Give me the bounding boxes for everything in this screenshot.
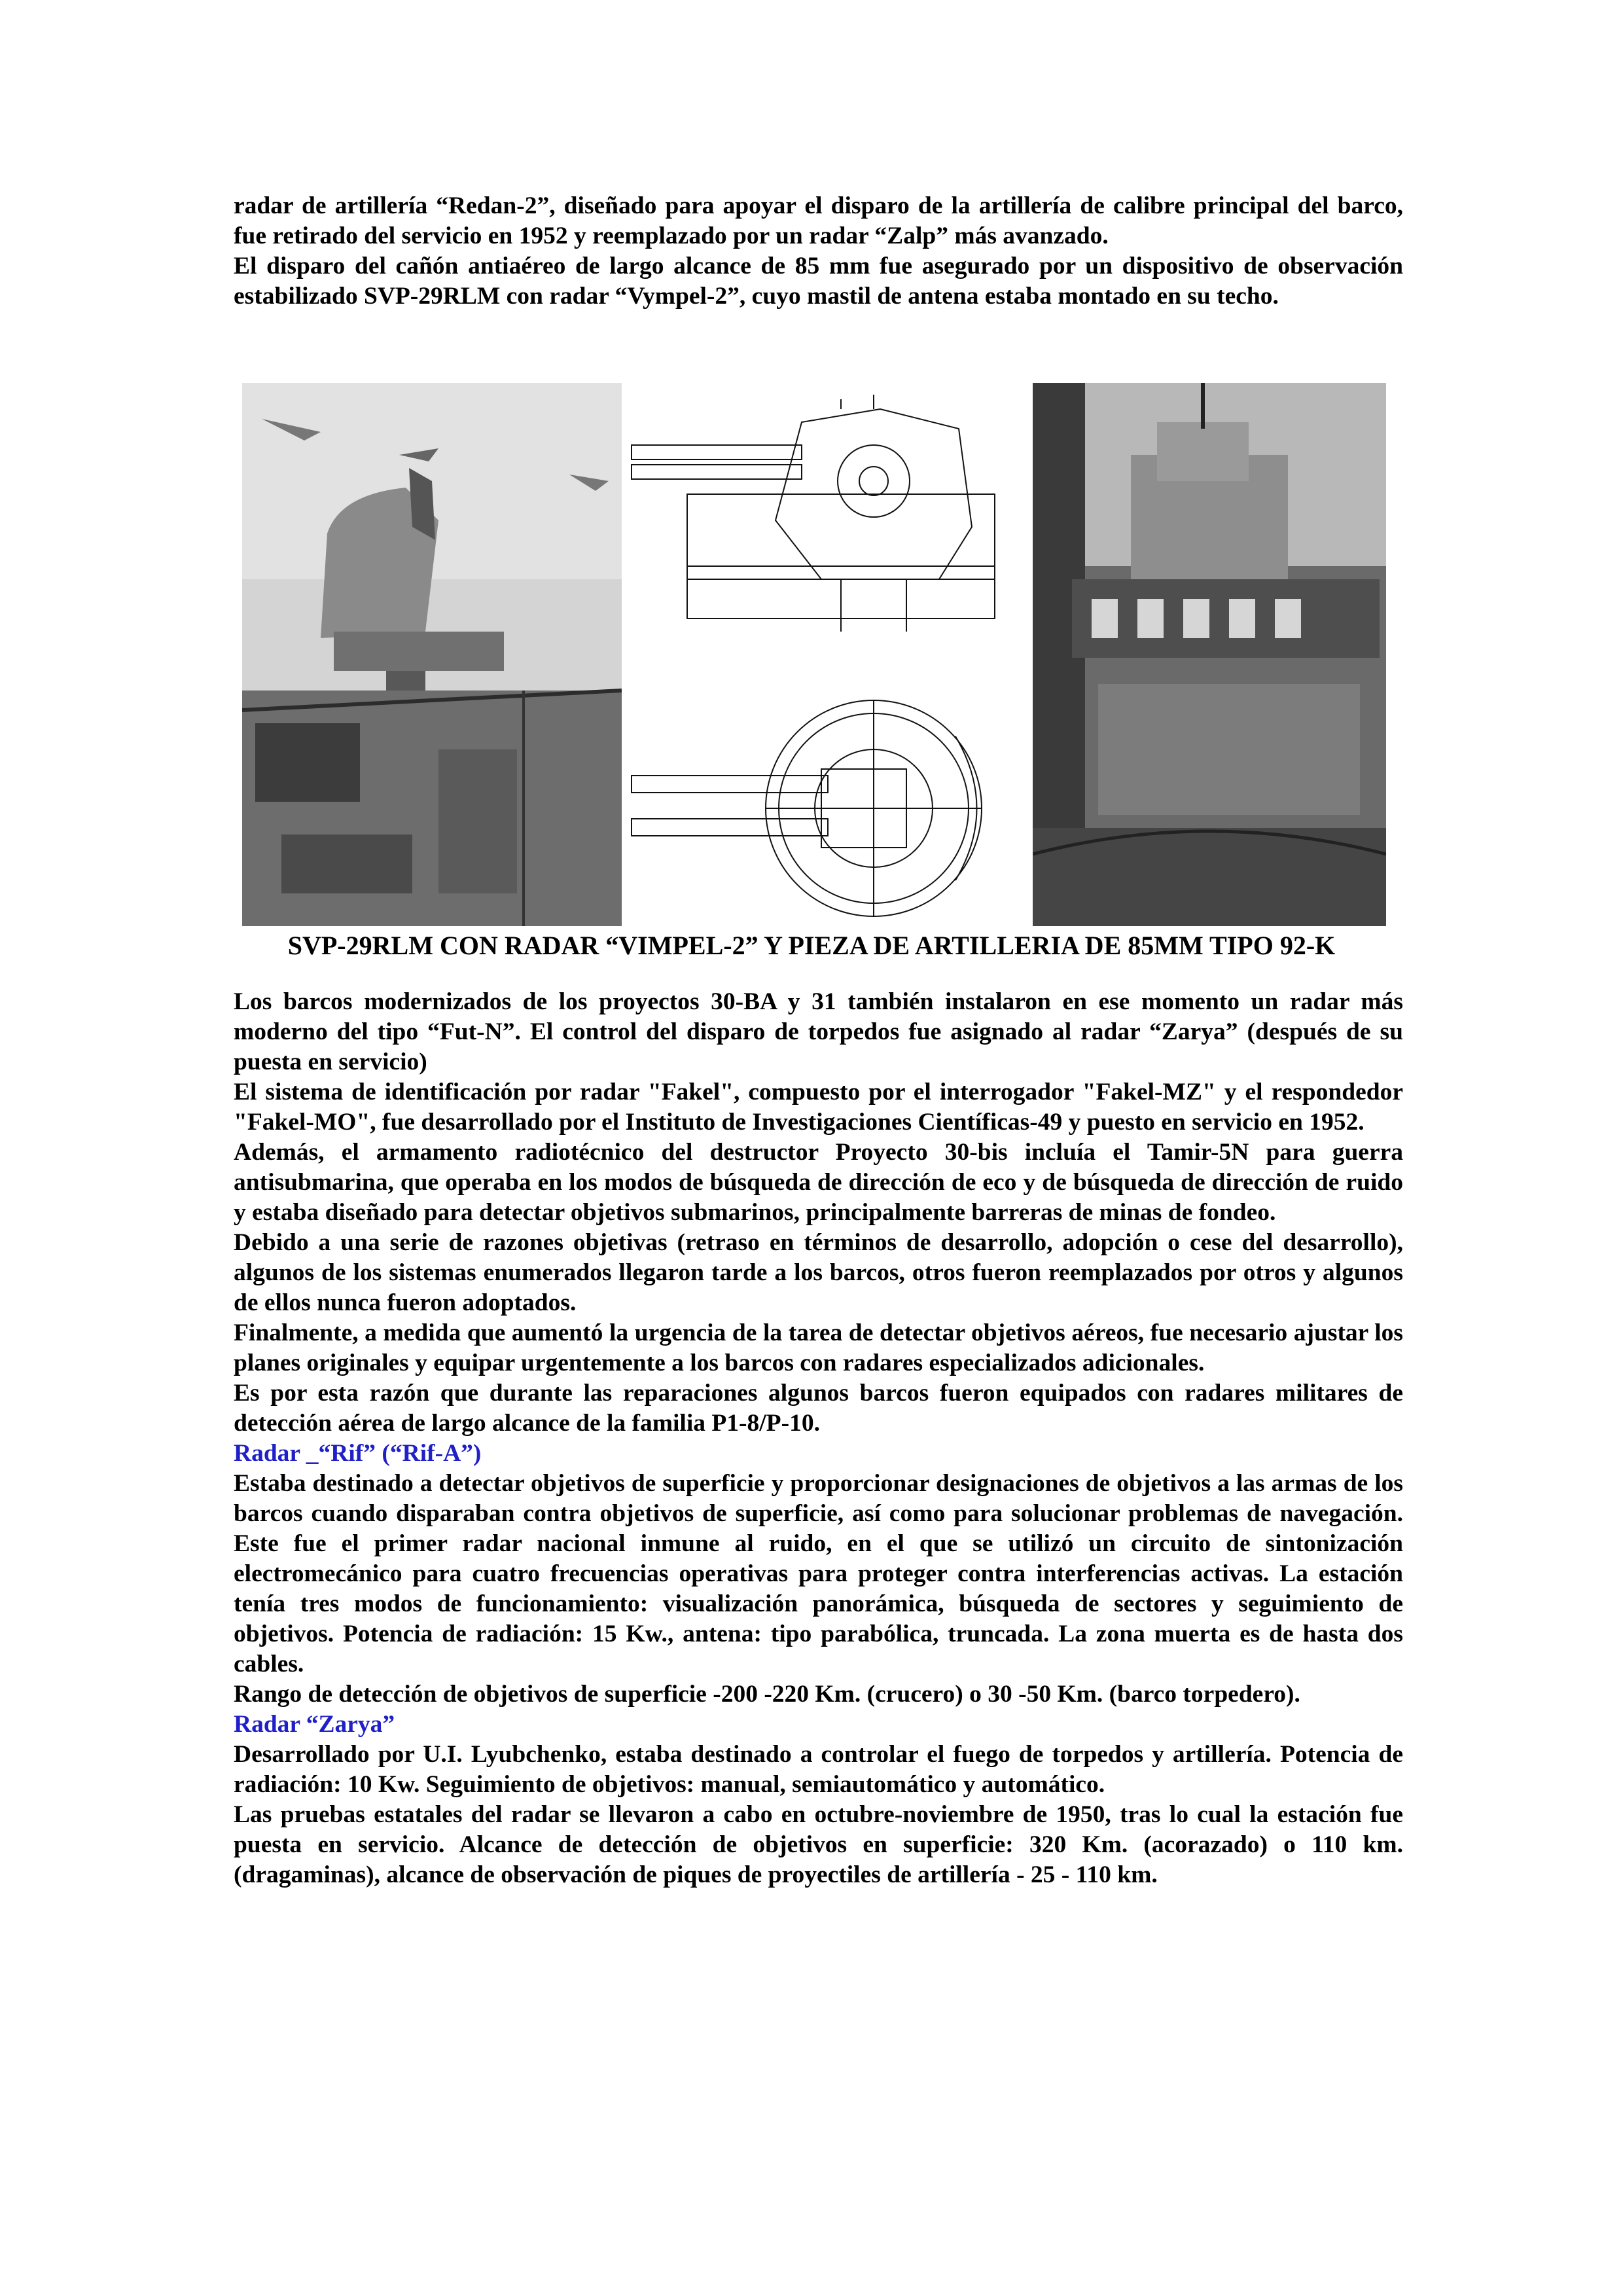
intro-paragraph: El disparo del cañón antiaéreo de largo alcance de 85 mm fue asegurado por un dispositivo de observación estabilizado SVP-29RLM con radar “Vympel-2”, cuyo mastil de antena estaba montado en su techo. bbox=[234, 253, 1403, 310]
ship-director-photo bbox=[242, 383, 622, 926]
body-paragraph: Debido a una serie de razones objetivas (retraso en términos de desarrollo, adopción o cese del desarrollo), algunos de los sistemas enumerados llegaron tarde a los barcos, otros fueron reemplazados por otros y algunos de ellos nunca fueron adoptados. bbox=[234, 1229, 1403, 1316]
body-paragraph: El sistema de identificación por radar "Fakel", compuesto por el interrogador "Fakel-MZ" y el respondedor "Fakel-MO", fue desarrollado por el Instituto de Investigaciones Científicas-49 y puesto en servicio en 1952. bbox=[234, 1079, 1403, 1136]
intro-paragraph: radar de artillería “Redan-2”, diseñado para apoyar el disparo de la artillería de calibre principal del barco, fue retirado del servicio en 1952 y reemplazado por un radar “Zalp” más avanzado. bbox=[234, 192, 1403, 249]
body-paragraph: Estaba destinado a detectar objetivos de superficie y proporcionar designaciones de objetivos a las armas de los barcos cuando disparaban contra objetivos de superficie, así como para solucionar problemas de navegación. Este fue el primer radar nacional inmune al ruido, en el que se utilizó un circuito de sintonización electromecánico para cuatro frecuencias operativas para proteger contra interferencias activas. La estación tenía tres modos de funcionamiento: visualización panorámica, búsqueda de sectores y seguimiento de objetivos. Potencia de radiación: 15 Kw., antena: tipo parabólica, truncada. La zona muerta es de hasta dos cables. bbox=[234, 1470, 1403, 1677]
body-paragraph: Desarrollado por U.I. Lyubchenko, estaba destinado a controlar el fuego de torpedos y artillería. Potencia de radiación: 10 Kw. Seguimiento de objetivos: manual, semiautomático y automático. bbox=[234, 1741, 1403, 1798]
body-paragraph: Finalmente, a medida que aumentó la urgencia de la tarea de detectar objetivos aéreos, fue necesario ajustar los planes originales y equipar urgentemente a los barcos con radares especializados adicionales. bbox=[234, 1319, 1403, 1376]
figure-caption: SVP-29RLM CON RADAR “VIMPEL-2” Y PIEZA DE ARTILLERIA DE 85MM TIPO 92-K bbox=[287, 931, 1336, 960]
section-heading-zarya: Radar “Zarya” bbox=[234, 1711, 395, 1738]
body-paragraph: Las pruebas estatales del radar se llevaron a cabo en octubre-noviembre de 1950, tras lo cual la estación fue puesta en servicio. Alcance de detección de objetivos en superficie: 320 Km. (acorazado) o 110 km. (dragaminas), alcance de observación de piques de proyectiles de artillería - 25 - 110 km. bbox=[234, 1801, 1403, 1888]
main-text bbox=[234, 987, 1403, 1890]
section-heading-rif: Radar _“Rif” (“Rif-A”) bbox=[234, 1440, 482, 1467]
body-paragraph: Además, el armamento radiotécnico del destructor Proyecto 30-bis incluía el Tamir-5N para guerra antisubmarina, que operaba en los modos de búsqueda de dirección de eco y de búsqueda de dirección de ruido y estaba diseñado para detectar objetivos submarinos, principalmente barreras de minas de fondeo. bbox=[234, 1139, 1403, 1226]
body-paragraph: Los barcos modernizados de los proyectos 30-BA y 31 también instalaron en ese momento un radar más moderno del tipo “Fut-N”. El control del disparo de torpedos fue asignado al radar “Zarya” (después de su puesta en servicio) bbox=[234, 988, 1403, 1075]
body-paragraph: Rango de detección de objetivos de superficie -200 -220 Km. (crucero) o 30 -50 Km. (barco torpedero). bbox=[234, 1681, 1300, 1708]
destroyer-bridge-photo bbox=[1033, 383, 1386, 926]
intro-text bbox=[234, 191, 1403, 312]
gun-mount-drawing bbox=[625, 383, 1029, 926]
body-paragraph: Es por esta razón que durante las reparaciones algunos barcos fueron equipados con radares militares de detección aérea de largo alcance de la familia P1-8/P-10. bbox=[234, 1380, 1403, 1437]
